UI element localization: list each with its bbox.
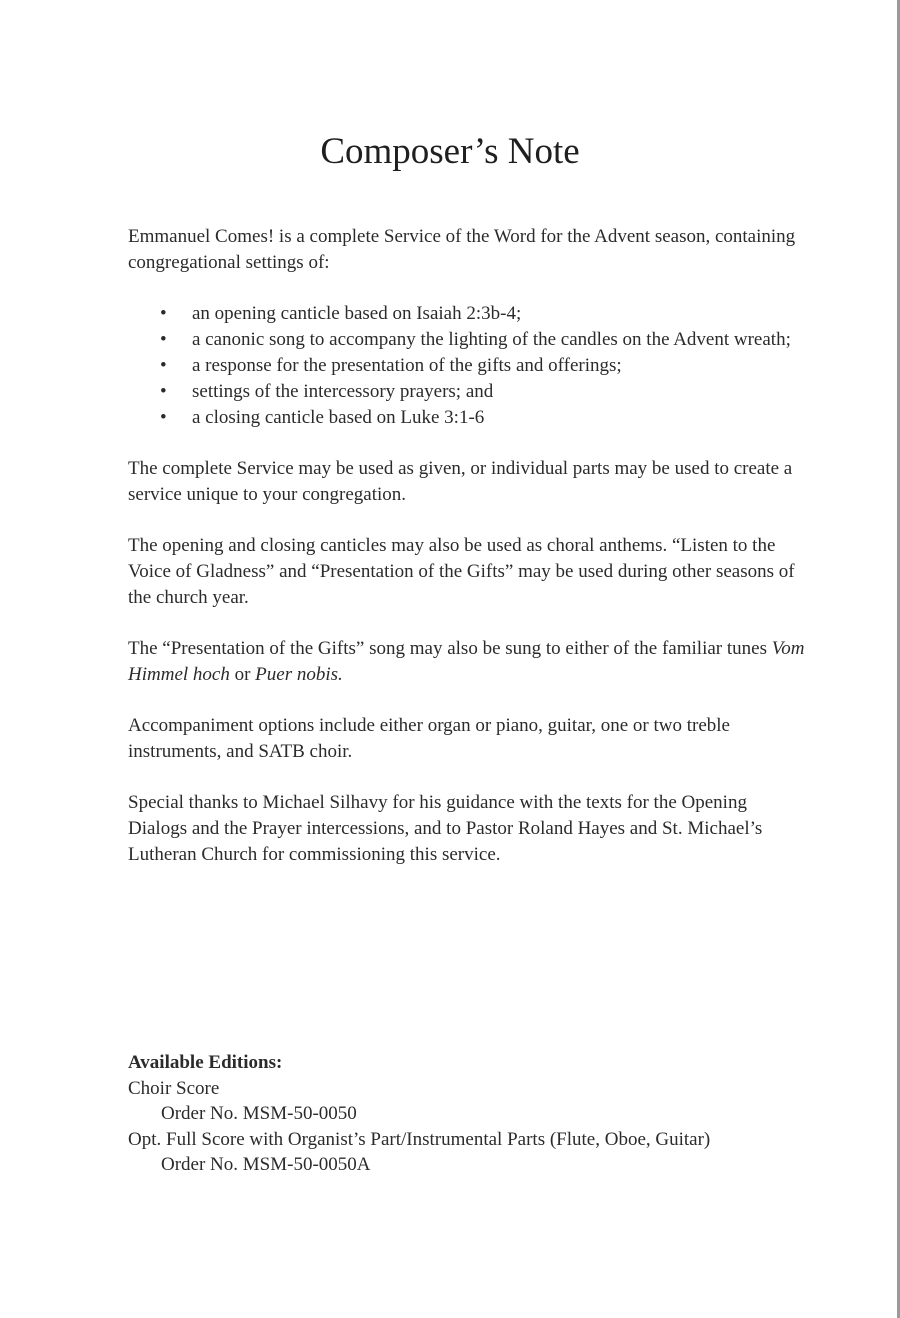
- editions-heading: Available Editions:: [128, 1052, 283, 1073]
- tunes-joiner: or: [229, 664, 256, 685]
- list-item: • an opening canticle based on Isaiah 2:3b-4;: [192, 301, 808, 327]
- list-item: • settings of the intercessory prayers; and: [192, 379, 808, 405]
- accompaniment-paragraph: Accompaniment options include either organ or piano, guitar, one or two treble instruments, and SATB choir.: [128, 715, 730, 762]
- list-item: • a closing canticle based on Luke 3:1-6: [192, 405, 808, 431]
- tunes-paragraph: [128, 636, 808, 688]
- list-item: • a canonic song to accompany the lighting of the candles on the Advent wreath;: [192, 327, 808, 353]
- thanks-paragraph: Special thanks to Michael Silhavy for his guidance with the texts for the Opening Dialogs and the Prayer intercessions, and to Pastor Roland Hayes and St. Michael’s Lutheran Church for commissioning this service.: [128, 792, 763, 865]
- settings-list: [128, 301, 808, 431]
- available-editions: [128, 1050, 828, 1178]
- edition-name: Choir Score: [128, 1077, 220, 1099]
- edition-order-number: Order No. MSM-50-0050: [161, 1103, 357, 1124]
- intro-paragraph: Emmanuel Comes! is a complete Service of the Word for the Advent season, containing congregational settings of:: [128, 226, 796, 273]
- edition-name: Opt. Full Score with Organist’s Part/Instrumental Parts (Flute, Oboe, Guitar): [128, 1128, 711, 1150]
- tune-name: Puer nobis.: [255, 664, 343, 685]
- tune-name: Vom Himmel hoch: [128, 638, 805, 685]
- note-body: [128, 224, 808, 893]
- tunes-text: The “Presentation of the Gifts” song may also be sung to either of the familiar tunes: [128, 638, 772, 659]
- page-title: Composer’s Note: [320, 131, 580, 172]
- anthems-paragraph: The opening and closing canticles may also be used as choral anthems. “Listen to the Voice of Gladness” and “Presentation of the Gifts” may be used during other seasons of the church year.: [128, 535, 795, 608]
- list-item: • a response for the presentation of the gifts and offerings;: [192, 353, 808, 379]
- edition-order-number: Order No. MSM-50-0050A: [161, 1154, 371, 1175]
- service-paragraph: The complete Service may be used as given, or individual parts may be used to create a service unique to your congregation.: [128, 458, 793, 505]
